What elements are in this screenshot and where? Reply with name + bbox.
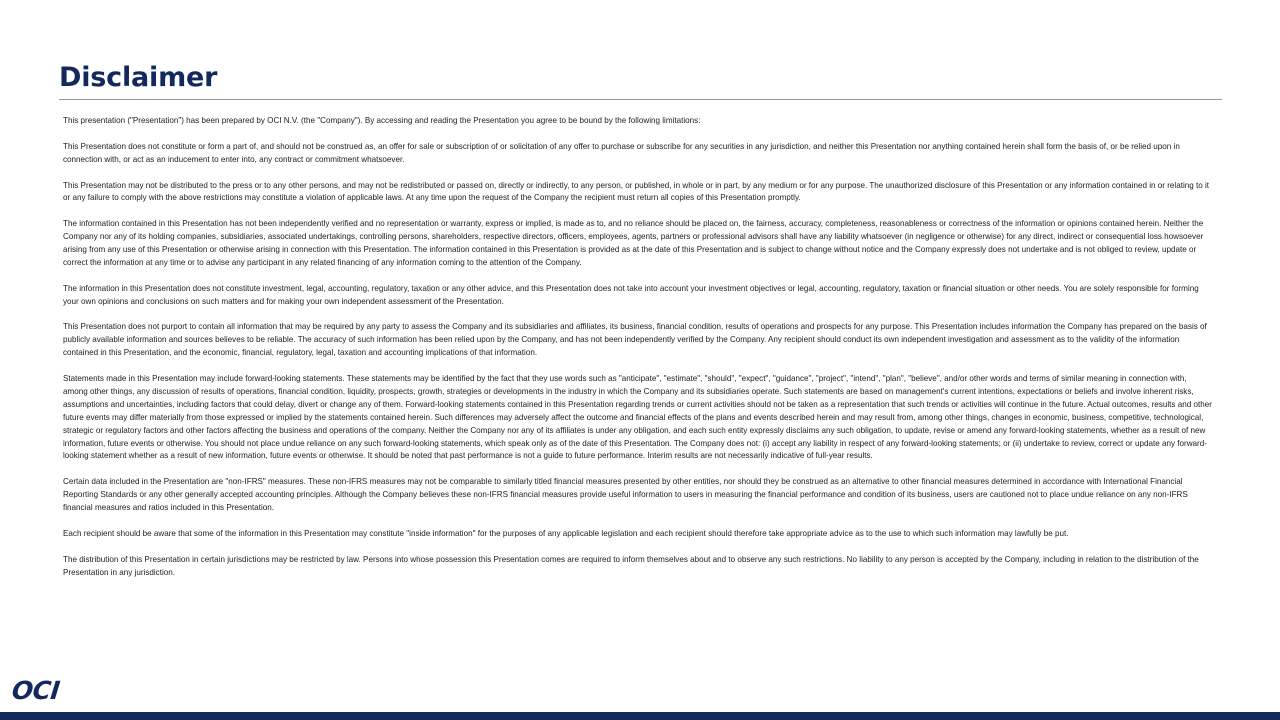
- disclaimer-paragraph: This presentation ("Presentation") has been prepared by OCI N.V. (the "Company"). By accessing and reading the Presentation you agree to be bound by the following limitations:: [63, 116, 701, 125]
- disclaimer-paragraph: This Presentation does not purport to contain all information that may be required by any party to assess the Company and its subsidiaries and affiliates, its business, financial condition, results of operations and prospects for any purpose. This Presentation includes information the Company has prepared on the basis of publicly available information and sources believes to be reliable. The accuracy of such information has been relied upon by the Company, and has not been independently verified by the Company. Any recipient should conduct its own independent investigation and assessment as to the validity of the information contained in this Presentation, and the economic, financial, regulatory, legal, taxation and accounting implications of that information.: [63, 322, 1207, 358]
- disclaimer-paragraph: The distribution of this Presentation in certain jurisdictions may be restricted by law. Persons into whose possession this Presentation comes are required to inform themselves about and to observe any such restrictions. No liability to any person is accepted by the Company, including in relation to the distribution of the Presentation in any jurisdiction.: [63, 554, 1199, 577]
- disclaimer-paragraph: The information in this Presentation does not constitute investment, legal, accounting, regulatory, taxation or any other advice, and this Presentation does not take into account your investment objectives or legal, accounting, regulatory, taxation or financial situation or other needs. You are solely responsible for forming your own opinions and conclusions on such matters and for making your own independent assessment of the Presentation.: [63, 283, 1199, 306]
- page-title: Disclaimer: [59, 62, 218, 93]
- footer-bar: [0, 712, 1280, 720]
- disclaimer-paragraph: This Presentation may not be distributed to the press or to any other persons, and may not be redistributed or passed on, directly or indirectly, to any person, or published, in whole or in part, by any medium or for any purpose. The unauthorized disclosure of this Presentation or any information contained in or relating to it or any failure to comply with the above restrictions may constitute a violation of applicable laws. At any time upon the request of the Company the recipient must return all copies of this Presentation promptly.: [63, 180, 1210, 203]
- disclaimer-paragraph: Each recipient should be aware that some of the information in this Presentation may constitute "inside information" for the purposes of any applicable legislation and each recipient should therefore take appropriate advice as to the use to which such information may lawfully be put.: [63, 528, 1069, 538]
- disclaimer-paragraph: Statements made in this Presentation may include forward-looking statements. These statements may be identified by the fact that they use words such as "anticipate", "estimate", "should", "expect", "guidance", "project", "intend", "plan", "believe", and/or other words and terms of similar meaning in connection with, among other things, any discussion of results of operations, financial condition, liquidity, prospects, growth, strategies or developments in the industry in which the Company and its subsidiaries operate. Such statements are based on management's current intentions, expectations or beliefs and involve inherent risks, assumptions and uncertainties, including factors that could delay, divert or change any of them. Forward-looking statements contained in this Presentation regarding trends or current activities should not be taken as a representation that such trends or activities will continue in the future. Actual outcomes, results and other future events may differ materially from those expressed or implied by the statements contained herein. Such differences may adversely affect the outcome and financial effects of the plans and events described herein and may result from, among other things, changes in economic, business, competitive, technological, strategic or regulatory factors and other factors affecting the business and operations of the company. Neither the Company nor any of its affiliates is under any obligation, and each such entity expressly disclaims any such obligation, to update, revise or amend any forward-looking statements, whether as a result of new information, future events or otherwise. You should not place undue reliance on any such forward-looking statements, which speak only as of the date of this Presentation. The Company does not: (i) accept any liability in respect of any forward-looking statements; or (ii) undertake to review, correct or update any forward-looking statement whether as a result of new information, future events or otherwise. It should be noted that past performance is not a guide to future performance. Interim results are not necessarily indicative of full-year results.: [63, 374, 1212, 461]
- disclaimer-body: [63, 115, 1213, 592]
- disclaimer-paragraph: Certain data included in the Presentation are "non-IFRS" measures. These non-IFRS measures may not be comparable to similarly titled financial measures presented by other entities, nor should they be construed as an alternative to other financial measures determined in accordance with International Financial Reporting Standards or any other generally accepted accounting principles. Although the Company believes these non-IFRS financial measures provide useful information to users in measuring the financial performance and condition of its business, users are cautioned not to place undue reliance on any non-IFRS financial measures and ratios included in this Presentation.: [63, 477, 1188, 513]
- oci-logo: OCI: [10, 676, 61, 705]
- title-divider: [59, 99, 1222, 100]
- disclaimer-paragraph: The information contained in this Presentation has not been independently verified and no representation or warranty, express or implied, is made as to, and no reliance should be placed on, the fairness, accuracy, completeness, reasonableness or correctness of the information or opinions contained herein. Neither the Company nor any of its holding companies, subsidiaries, associated undertakings, controlling persons, shareholders, respective directors, officers, employees, agents, partners or professional advisors shall have any liability whatsoever (in negligence or otherwise) for any direct, indirect or consequential loss howsoever arising from any use of this Presentation or otherwise arising in connection with this Presentation. The information contained in this Presentation is provided as at the date of this Presentation and is subject to change without notice and the Company expressly does not undertake and is not obliged to review, update or correct the information at any time or to advise any participant in any related financing of any information coming to the attention of the Company.: [63, 219, 1204, 267]
- disclaimer-paragraph: This Presentation does not constitute or form a part of, and should not be construed as, an offer for sale or subscription of or solicitation of any offer to purchase or subscribe for any securities in any jurisdiction, and neither this Presentation nor anything contained herein shall form the basis of, or be relied upon in connection with, or act as an inducement to enter into, any contract or commitment whatsoever.: [63, 141, 1180, 164]
